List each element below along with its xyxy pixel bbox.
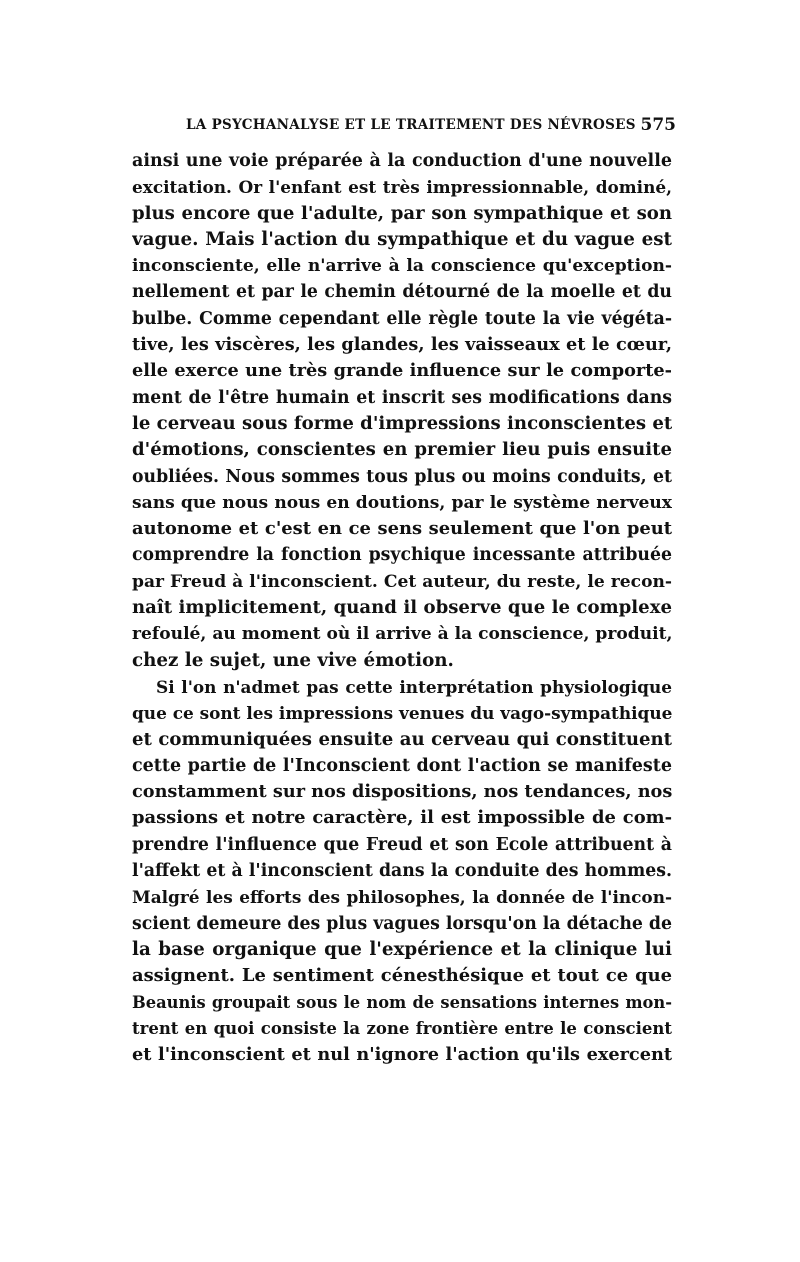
text-line: tive, les viscères, les glandes, les vaisseaux et le cœur, — [132, 334, 672, 356]
text-line: inconsciente, elle n'arrive à la conscience qu'exception- — [132, 256, 672, 277]
text-line: prendre l'influence que Freud et son Ecole attribuent à — [132, 834, 672, 855]
text-line: trent en quoi consiste la zone frontière entre le conscient — [132, 1018, 672, 1038]
text-line: que ce sont les impressions venues du vago-sympathique — [132, 703, 672, 724]
text-line: ment de l'être humain et inscrit ses modifications dans — [132, 387, 672, 408]
text-line: naît implicitement, quand il observe que le complexe — [132, 597, 672, 619]
text-line: refoulé, au moment où il arrive à la conscience, produit, — [132, 624, 672, 645]
text-line: comprendre la fonction psychique incessante attribuée — [132, 545, 672, 566]
text-line: vague. Mais l'action du sympathique et du vague est — [132, 228, 672, 250]
text-line: et communiquées ensuite au cerveau qui constituent — [132, 728, 672, 750]
text-line: plus encore que l'adulte, par son sympathique et son — [132, 202, 672, 224]
text-line: excitation. Or l'enfant est très impressionnable, dominé, — [132, 177, 672, 198]
body-text — [132, 148, 672, 1068]
text-line: et l'inconscient et nul n'ignore l'action qu'ils exercent — [132, 1044, 672, 1066]
running-head — [186, 117, 676, 139]
text-line: constamment sur nos dispositions, nos tendances, nos — [132, 781, 672, 803]
text-line: bulbe. Comme cependant elle règle toute la vie végéta- — [132, 308, 672, 329]
text-line: autonome et c'est en ce sens seulement que l'on peut — [132, 518, 672, 540]
text-line: Malgré les efforts des philosophes, la donnée de l'incon- — [132, 887, 672, 908]
text-line: nellement et par le chemin détourné de la moelle et du — [132, 282, 672, 303]
text-line: par Freud à l'inconscient. Cet auteur, du reste, le recon- — [132, 571, 672, 592]
text-line: elle exerce une très grande influence sur le comporte- — [132, 360, 672, 382]
text-line: Beaunis groupait sous le nom de sensations internes mon- — [132, 992, 672, 1012]
text-line: Si l'on n'admet pas cette interprétation physiologique — [156, 676, 672, 697]
text-line: passions et notre caractère, il est impossible de com- — [132, 807, 672, 829]
text-line: d'émotions, conscientes en premier lieu puis ensuite — [132, 439, 672, 461]
text-line: cette partie de l'Inconscient dont l'action se manifeste — [132, 755, 672, 776]
text-line: assignent. Le sentiment cénesthésique et tout ce que — [132, 965, 672, 987]
text-line: ainsi une voie préparée à la conduction d'une nouvelle — [132, 151, 672, 171]
text-line: l'affekt et à l'inconscient dans la conduite des hommes. — [132, 861, 672, 882]
text-line: scient demeure des plus vagues lorsqu'on la détache de — [132, 913, 672, 934]
page-number: 575 — [640, 115, 676, 135]
text-line: la base organique que l'expérience et la clinique lui — [132, 938, 672, 960]
text-line: oubliées. Nous sommes tous plus ou moins conduits, et — [132, 466, 672, 487]
text-line: sans que nous nous en doutions, par le système nerveux — [132, 492, 672, 513]
text-line: chez le sujet, une vive émotion. — [132, 649, 454, 671]
text-line: le cerveau sous forme d'impressions inconscientes et — [132, 412, 672, 434]
running-title: LA PSYCHANALYSE ET LE TRAITEMENT DES NÉVROSES — [186, 117, 636, 133]
